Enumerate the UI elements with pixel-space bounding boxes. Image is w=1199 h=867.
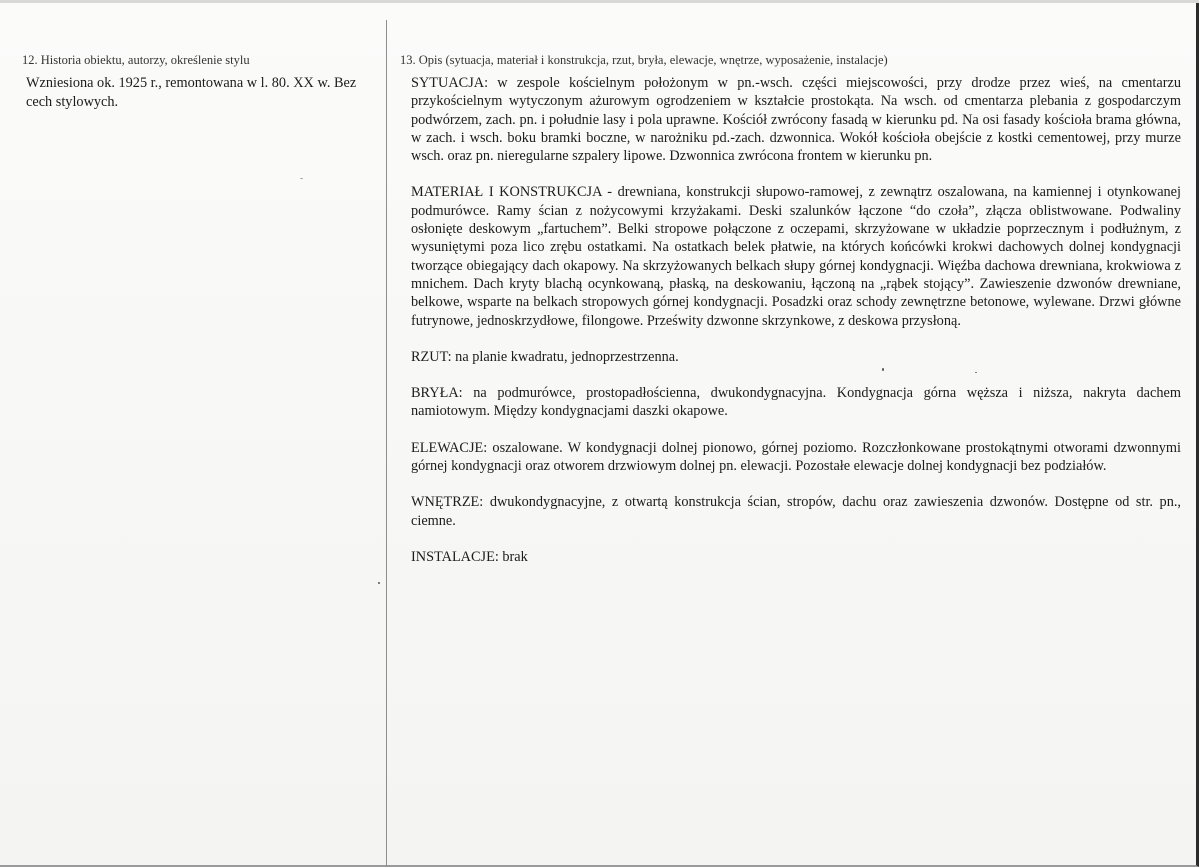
scan-speck	[882, 368, 884, 371]
section-label: ELEWACJE:	[411, 439, 493, 456]
section-elevations	[411, 439, 1181, 476]
scan-speck	[975, 372, 977, 373]
section-text: oszalowane. W kondygnacji dolnej pionowo, górnej poziomo. Rozczłonkowane prostokątnymi otworami dzwonnymi górnej kondygnacji oraz otworem drzwiowym dolnej pn. elewacji. Pozostałe elewacje dolnej kondygnacji bez podziałów.	[411, 439, 1181, 475]
section-label: WNĘTRZE:	[411, 494, 490, 511]
scan-speck	[300, 178, 303, 179]
section-text: na podmurówce, prostopadłościenna, dwukondygnacyjna. Kondygnacja górna węższa i niższa, nakryta dachem namiotowym. Między kondygnacjami daszki okapowe.	[411, 385, 1181, 420]
column-divider	[386, 20, 387, 867]
history-column	[22, 52, 372, 112]
scan-speck	[378, 582, 380, 584]
section-text: w zespole kościelnym położonym w pn.-wsch. części miejscowości, przy drodze przez wieś, na cmentarzu przykościelnym wytyczonym ażurowym ogrodzeniem w kształcie prostokąta. Na wsch. od cmentarza plebania z gospodarczym podwórzem, zach. pn. i południe lasy i pola uprawne. Kościół zwrócony fasadą w kierunku pd. Na osi fasady kościoła brama główna, w zach. i wsch. boku bramki boczne, w narożniku pd.-zach. dzwonnica. Wokół kościoła obejście z kostki cementowej, przy murze wsch. oraz pn. nieregularne szpalery lipowe. Dzwonnica zwrócona frontem w kierunku pn.	[411, 75, 1182, 165]
section-interior	[411, 493, 1181, 530]
section-text: na planie kwadratu, jednoprzestrzenna.	[455, 348, 679, 365]
section-form	[411, 384, 1181, 421]
section-material-construction	[411, 183, 1181, 329]
section-text: brak	[502, 548, 528, 565]
section-label: INSTALACJE:	[411, 548, 503, 565]
description-heading: 13. Opis (sytuacja, materiał i konstrukcja, rzut, bryła, elewacje, wnętrze, wyposażenie, instalacje)	[400, 53, 888, 67]
section-label: RZUT:	[411, 348, 456, 365]
section-installations	[411, 548, 1181, 566]
page-top-edge	[0, 0, 1199, 3]
section-label: MATERIAŁ I KONSTRUKCJA -	[411, 184, 618, 201]
section-text: drewniana, konstrukcji słupowo-ramowej, z zewnątrz oszalowana, na kamiennej i otynkowanej podmurówce. Ramy ścian z nożycowymi krzyżakami. Deski szalunków łączone “do czoła”, złącza oblistwowane. Podwaliny osłonięte deskowym „fartuchem”. Belki stropowe połączone z oczepami, skrzyżowane w układzie poprzecznym i podłużnym, z wysuniętymi poza lico zrębu ostatkami. Na ostatkach belek płatwie, na których końcówki krokwi dachowych dolnej kondygnacji tworzące obiegający dach okapowy. Na skrzyżowanych belkach słupy górnej kondygnacji. Więźba dachowa drewniana, krokwiowa z mnichem. Dach kryty blachą ocynkowaną, płaską, na deskowaniu, łączoną na „rąbek stojący”. Zawieszenie dzwonów drewniane, belkowe, wsparte na belkach stropowych górnej kondygnacji. Posadzki oraz schody zewnętrzne betonowe, wylewane. Drzwi główne futrynowe, jednoskrzydłowe, filongowe. Prześwity dzwonne skrzynkowe, z deskowa przysłoną.	[411, 184, 1181, 329]
section-label: SYTUACJA:	[411, 75, 498, 91]
section-plan	[411, 348, 1181, 366]
description-column	[400, 52, 1182, 584]
section-situation	[411, 74, 1181, 165]
section-label: BRYŁA:	[411, 385, 474, 402]
history-text: Wzniesiona ok. 1925 r., remontowana w l. 80. XX w. Bez cech stylowych.	[26, 75, 357, 110]
history-heading: 12. Historia obiektu, autorzy, określenie stylu	[22, 53, 250, 67]
section-text: dwukondygnacyjne, z otwartą konstrukcja ścian, stropów, dachu oraz zawieszenia dzwonów. Dostępne od str. pn., ciemne.	[411, 494, 1182, 529]
